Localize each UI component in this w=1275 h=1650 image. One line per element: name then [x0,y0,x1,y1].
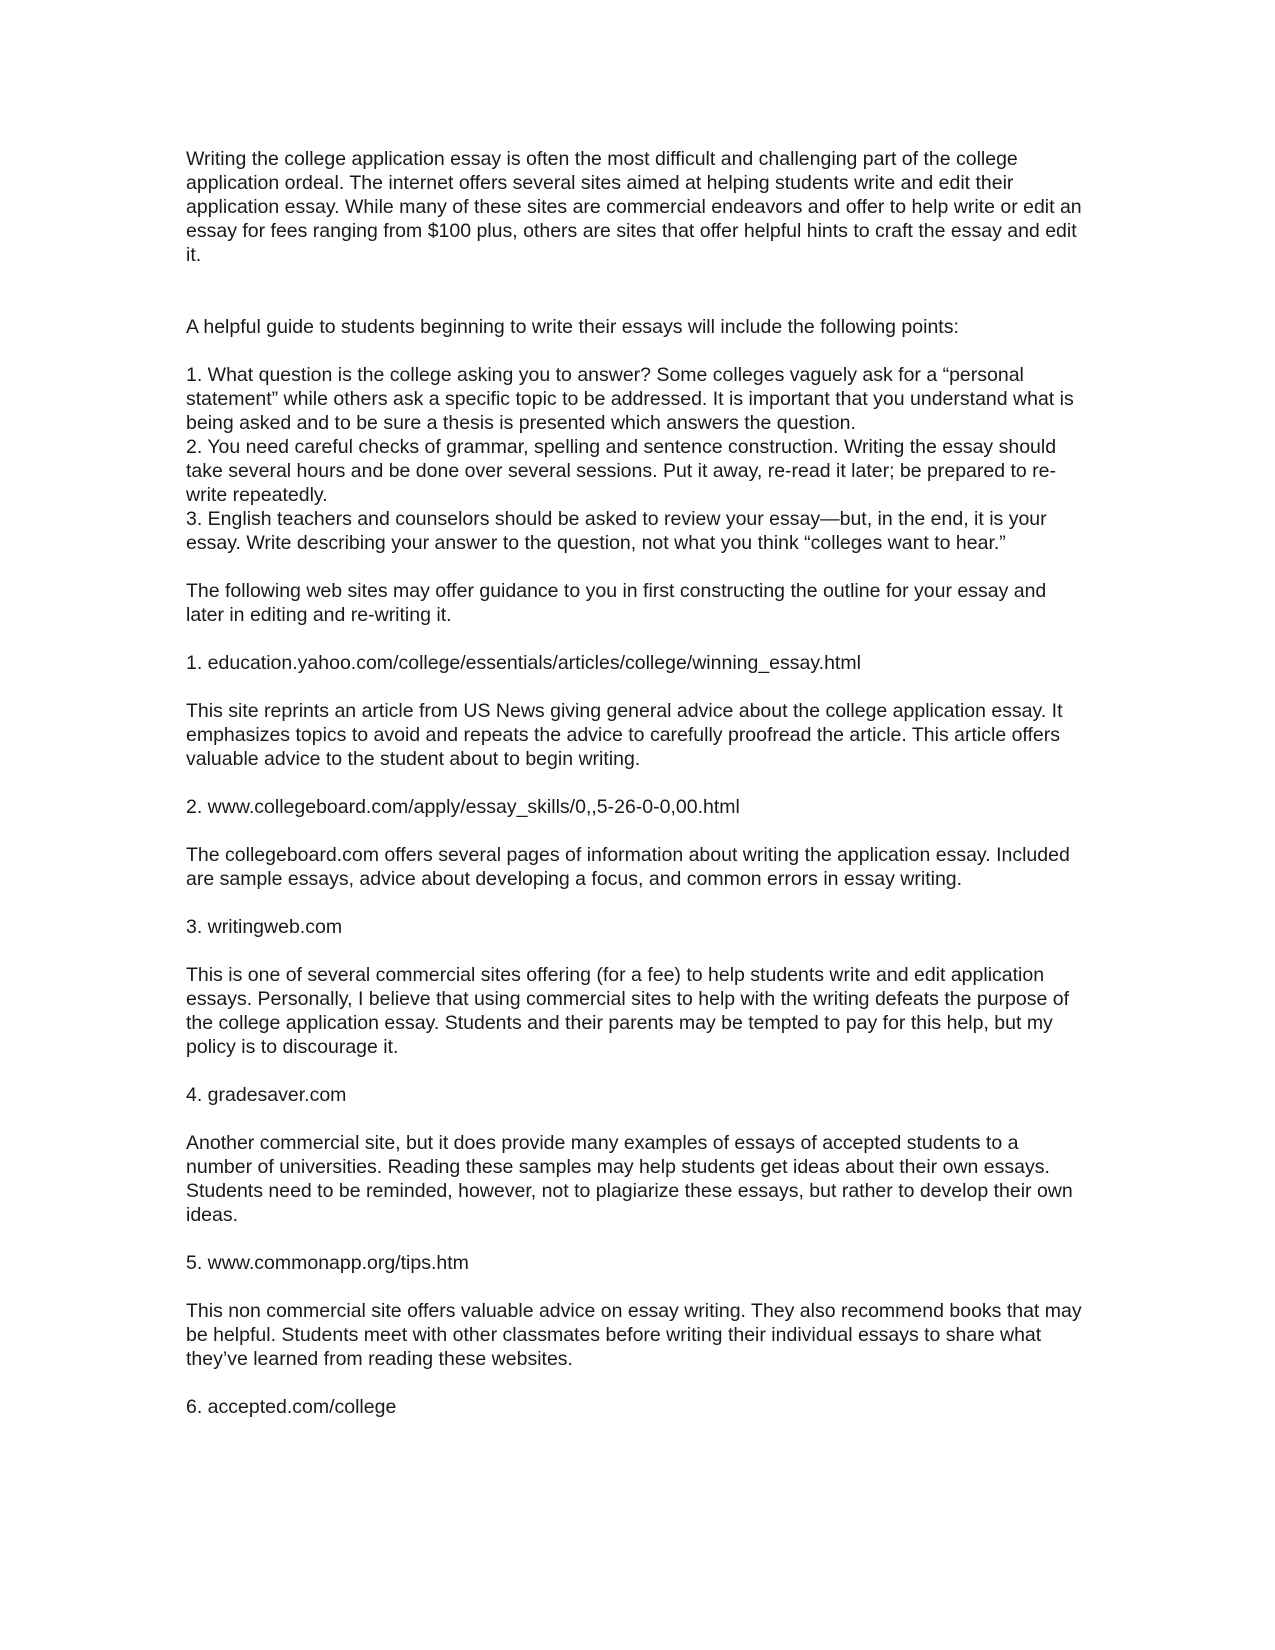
site-url: 4. gradesaver.com [186,1084,347,1106]
site-description: This is one of several commercial sites offering (for a fee) to help students write and edit application essays. Personally, I believe that using commercial sites to help with the writing defeats the purpose of the college application essay. Students and their parents may be tempted to pay for this help, but my policy is to discourage it. [186,964,1070,1058]
intro-paragraph: Writing the college application essay is often the most difficult and challenging part of the college application ordeal. The internet offers several sites aimed at helping students write and edit their application essay. While many of these sites are commercial endeavors and offer to help write or edit an essay for fees ranging from $100 plus, others are sites that offer helpful hints to craft the essay and edit it. [186,148,1082,266]
site-description: The collegeboard.com offers several pages of information about writing the application essay. Included are sample essays, advice about developing a focus, and common errors in essay writing. [186,844,1070,890]
guide-intro: A helpful guide to students beginning to write their essays will include the following points: [186,316,959,338]
site-url: 3. writingweb.com [186,916,343,938]
point-item: 2. You need careful checks of grammar, spelling and sentence construction. Writing the essay should take several hours and be done over several sessions. Put it away, re-read it later; be prepared to re-write repeatedly. [186,436,1057,506]
sites-intro: The following web sites may offer guidance to you in first constructing the outline for your essay and later in editing and re-writing it. [186,580,1047,626]
site-description: Another commercial site, but it does provide many examples of essays of accepted students to a number of universities. Reading these samples may help students get ideas about their own essays. Students need to be reminded, however, not to plagiarize these essays, but rather to develop their own ideas. [186,1132,1073,1226]
site-description: This site reprints an article from US News giving general advice about the college application essay. It emphasizes topics to avoid and repeats the advice to carefully proofread the article. This article offers valuable advice to the student about to begin writing. [186,700,1063,770]
site-url: 2. www.collegeboard.com/apply/essay_skills/0,,5-26-0-0,00.html [186,796,740,818]
site-url: 6. accepted.com/college [186,1396,397,1418]
point-item: 3. English teachers and counselors should be asked to review your essay—but, in the end, it is your essay. Write describing your answer to the question, not what you think “colleges want to hear.” [186,508,1047,554]
site-description: This non commercial site offers valuable advice on essay writing. They also recommend books that may be helpful. Students meet with other classmates before writing their individual essays to share what they’ve learned from reading these websites. [186,1300,1082,1370]
site-url: 1. education.yahoo.com/college/essentials/articles/college/winning_essay.html [186,652,861,674]
document-body [186,147,1086,1419]
point-item: 1. What question is the college asking you to answer? Some colleges vaguely ask for a “personal statement” while others ask a specific topic to be addressed. It is important that you understand what is being asked and to be sure a thesis is presented which answers the question. [186,364,1074,434]
site-url: 5. www.commonapp.org/tips.htm [186,1252,469,1274]
